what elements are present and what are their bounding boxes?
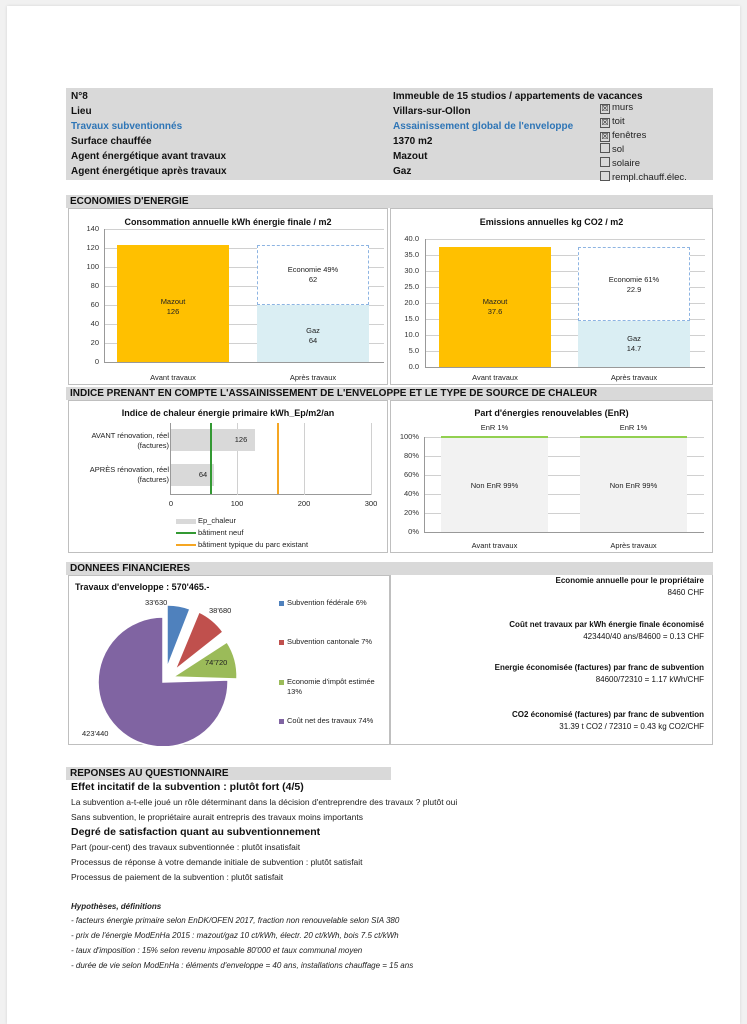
checkbox-empty-icon	[600, 143, 610, 153]
question-answer: Part (pour-cent) des travaux subventionnée : plutôt insatisfait	[71, 842, 301, 852]
checkbox-rempl-chauff-elec[interactable]: rempl.chauff.élec.	[600, 171, 687, 184]
bar-enr-apres	[580, 436, 687, 438]
checkbox-murs[interactable]: ☒ murs	[601, 102, 634, 113]
pie-chart	[69, 576, 279, 746]
hypothesis-item: - prix de l'énergie ModEnHa 2015 : mazout/gaz 10 ct/kWh, électr. 20 ct/kWh, bois 7.5 ct/kWh	[71, 931, 399, 940]
checkbox-checked-icon: ☒	[601, 118, 609, 127]
financial-indicators	[390, 575, 713, 745]
header-label-agent-apres: Agent énergétique après travaux	[71, 166, 227, 177]
bar-enr-avant	[441, 436, 548, 438]
header-label-number: N°8	[71, 91, 88, 102]
hypothesis-item: - taux d'imposition : 15% selon revenu imposable 80'000 et taux communal moyen	[71, 946, 363, 955]
fin-energie-par-franc: Energie économisée (factures) par franc de subvention 84600/72310 = 1.17 kWh/CHF	[494, 663, 704, 684]
chart-indice-chaleur: Indice de chaleur énergie primaire kWh_Ep/m2/an AVANT rénovation, réel (factures) APRÈS rénovation, réel (factures) 126 64 0 100 200 300 Ep_chaleur bâtiment neuf bâtiment typique du parc existant	[68, 400, 388, 553]
legend-existant-swatch	[176, 544, 196, 546]
chart-title: Indice de chaleur énergie primaire kWh_Ep/m2/an	[121, 408, 335, 418]
fin-economie-annuelle: Economie annuelle pour le propriétaire 8460 CHF	[555, 576, 704, 597]
checkbox-checked-icon: ☒	[601, 132, 609, 141]
chart-part-enr: Part d'énergies renouvelables (EnR) EnR 1% EnR 1% 100% 80% 60% 40% 20% 0% Non EnR 99% Non EnR 99% Avant travaux Après travaux	[390, 400, 713, 553]
header-value-surface: 1370 m2	[393, 136, 433, 147]
checkbox-sol[interactable]: sol	[600, 143, 624, 156]
question-answer: La subvention a-t-elle joué un rôle déterminant dans la décision d'entreprendre des travaux ? plutôt oui	[71, 797, 458, 807]
header-value-agent-avant: Mazout	[393, 151, 428, 162]
checkbox-fenetres[interactable]: ☒ fenêtres	[601, 130, 647, 141]
header-value-travaux: Assainissement global de l'enveloppe	[393, 121, 574, 132]
chart-pie-financement: Travaux d'enveloppe : 570'465.- 33'630 38'680 74'720 423'440 Subvention fédérale 6% Subvention cantonale 7% Economie d'impôt estimée 13% Coût net des travaux 74%	[68, 575, 390, 745]
section-title-questionnaire: REPONSES AU QUESTIONNAIRE	[66, 767, 391, 780]
hypothesis-item: - facteurs énergie primaire selon EnDK/OFEN 2017, fraction non renouvelable selon SIA 380	[71, 916, 400, 925]
checkbox-empty-icon	[600, 171, 610, 181]
section-title-indice: INDICE PRENANT EN COMPTE L'ASSAINISSEMENT DE L'ENVELOPPE ET LE TYPE DE SOURCE DE CHALEUR	[66, 387, 713, 400]
section-title-economies: ECONOMIES D'ENERGIE	[66, 195, 713, 208]
fin-co2-par-franc: CO2 économisé (factures) par franc de subvention 31.39 t CO2 / 72310 = 0.43 kg CO2/CHF	[511, 710, 704, 731]
legend-neuf-swatch	[176, 532, 196, 534]
line-batiment-existant	[277, 423, 279, 494]
checkbox-solaire[interactable]: solaire	[600, 157, 640, 170]
checkbox-toit[interactable]: ☒ toit	[601, 116, 625, 127]
legend-impot-swatch	[279, 680, 284, 685]
chart-title: Emissions annuelles kg CO2 / m2	[479, 217, 624, 227]
line-batiment-neuf	[210, 423, 212, 494]
checkbox-empty-icon	[600, 157, 610, 167]
header-value-agent-apres: Gaz	[393, 166, 412, 177]
hypothesis-item: - durée de vie selon ModEnHa : éléments d'enveloppe = 40 ans, installations chauffage = 15 ans	[71, 961, 414, 970]
question-heading-effet: Effet incitatif de la subvention : plutôt fort (4/5)	[71, 781, 304, 793]
legend-ep-swatch	[176, 519, 196, 524]
chart-consommation: Consommation annuelle kWh énergie finale / m2 140 120 100 80 60 40 20 0 Mazout 126 Gaz 64 Economie 49% 62 Avant travaux Après travaux	[68, 208, 388, 385]
legend-federale-swatch	[279, 601, 284, 606]
header-label-agent-avant: Agent énergétique avant travaux	[71, 151, 227, 162]
section-title-financieres: DONNEES FINANCIERES	[66, 562, 713, 575]
header-label-travaux: Travaux subventionnés	[71, 121, 183, 132]
header-label-surface: Surface chauffée	[71, 136, 152, 147]
legend-net-swatch	[279, 719, 284, 724]
checkbox-checked-icon: ☒	[601, 104, 609, 113]
header-value-lieu: Villars-sur-Ollon	[393, 106, 471, 117]
fin-cout-net-kwh: Coût net travaux par kWh énergie finale économisé 423440/40 ans/84600 = 0.13 CHF	[509, 620, 704, 641]
question-heading-satisfaction: Degré de satisfaction quant au subventionnement	[71, 826, 321, 838]
header-value-building: Immeuble de 15 studios / appartements de vacances	[393, 91, 643, 102]
chart-title: Part d'énergies renouvelables (EnR)	[474, 408, 629, 418]
question-answer: Sans subvention, le propriétaire aurait entrepris des travaux moins importants	[71, 812, 363, 822]
question-answer: Processus de réponse à votre demande initiale de subvention : plutôt satisfait	[71, 857, 363, 867]
chart-emissions: Emissions annuelles kg CO2 / m2 40.0 35.0 30.0 25.0 20.0 15.0 10.0 5.0 0.0 Mazout 37.6 Gaz 14.7 Economie 61% 22.9 Avant travaux Après travaux	[390, 208, 713, 385]
header-label-lieu: Lieu	[71, 106, 92, 117]
hypotheses-title: Hypothèses, définitions	[71, 902, 162, 911]
chart-title: Consommation annuelle kWh énergie finale / m2	[124, 217, 332, 227]
pie-title: Travaux d'enveloppe : 570'465.-	[75, 582, 210, 592]
legend-cantonale-swatch	[279, 640, 284, 645]
question-answer: Processus de paiement de la subvention : plutôt satisfait	[71, 872, 284, 882]
